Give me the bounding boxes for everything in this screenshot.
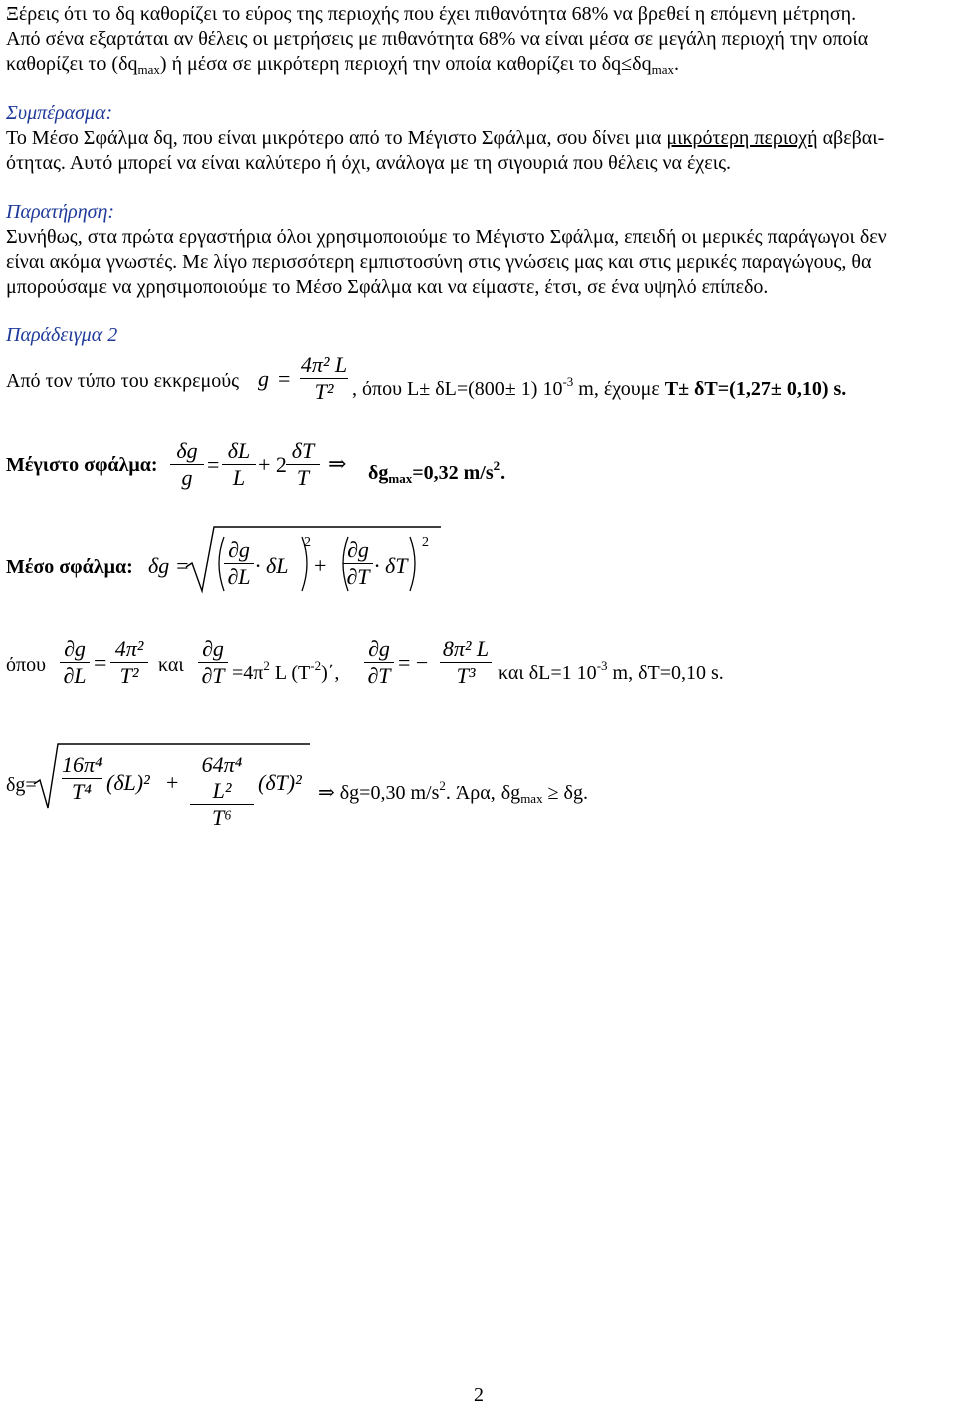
partial-equals-1: = — [94, 650, 107, 675]
max-error-fraction-dt-t: δT T — [286, 438, 320, 491]
example-heading: Παράδειγμα 2 — [6, 324, 118, 346]
mean-error-partial-g-t: ∂g ∂T — [343, 537, 373, 590]
final-term-2-factor: (δT)² — [258, 770, 302, 795]
mean-error-partial-g-l: ∂g ∂L — [224, 537, 254, 590]
partial-derivative-expression: $=4\pi^2$ L $(T^{-2})΄$, — [232, 658, 340, 684]
max-error-label: Μέγιστο σφάλμα: — [6, 454, 158, 476]
observation-line-3: μπορούσαμε να χρησιμοποιούμε το Μέσο Σφάλμα και να είμαστε, έτσι, σε ένα υψηλό επίπεδο. — [6, 276, 769, 298]
partials-and-1: και — [158, 654, 184, 676]
final-term-2-fraction: 64π⁴ L² T⁶ — [190, 752, 254, 831]
partial-g-t: ∂g ∂T — [198, 636, 228, 689]
mean-error-exp-1: 2 — [304, 535, 311, 550]
conclusion-text-line-1: Το Μέσο Σφάλμα δq, που είναι μικρότερο από το Μέγιστο Σφάλμα, σου δίνει μια μικρότερη περιοχή αβεβαι- — [6, 127, 885, 149]
example-lead: Από τον τύπο του εκκρεμούς — [6, 370, 240, 392]
example-eq: = — [278, 366, 291, 391]
partials-where: όπου — [6, 654, 46, 676]
final-lhs: δg= — [6, 774, 37, 796]
partial-g-l: ∂g ∂L — [60, 636, 90, 689]
partial-g-l-value: 4π² T² — [110, 636, 148, 689]
partial-equals-2: = − — [398, 650, 429, 675]
page-number: 2 — [474, 1384, 484, 1406]
mean-error-lhs: δg = — [148, 553, 190, 578]
example-given-values: , όπου L± δL=(800± 1) $10^{-3}$ m, έχουμε T± δT=(1,27± 0,10) s. — [352, 374, 847, 400]
intro-line-3: καθορίζει το $(\delta q_{max})$ ή μέσα σε μικρότερη περιοχή την οποία καθορίζει το $\delta q\le\delta q_{max}$. — [6, 53, 679, 77]
final-plus: + — [166, 770, 179, 795]
max-error-result: $\delta g_{max}=0,32$ $m/s^2$. — [368, 458, 506, 486]
implies-arrow: ⇒ — [328, 451, 347, 476]
conclusion-heading: Συμπέρασμα: — [6, 102, 113, 124]
pendulum-formula: 4π² L T² — [300, 352, 348, 404]
conclusion-text-line-2: ότητας. Αυτό μπορεί να είναι καλύτερο ή όχι, ανάλογα με τη σιγουριά που θέλεις να έχεις. — [6, 152, 731, 174]
final-term-1-factor: (δL)² — [106, 770, 150, 795]
intro-line-1: Ξέρεις ότι το δq καθορίζει το εύρος της περιοχής που έχει πιθανότητα 68% να βρεθεί η επόμενη μέτρηση. — [6, 3, 857, 25]
mean-error-dt-term: · δT — [374, 553, 408, 578]
partial-g-t-2: ∂g ∂T — [364, 636, 394, 689]
max-error-fraction-dg-g: δg g — [170, 438, 204, 491]
max-error-equals: = — [207, 452, 220, 477]
final-term-1-fraction: 16π⁴ T⁴ — [62, 752, 103, 804]
observation-line-1: Συνήθως, στα πρώτα εργαστήρια όλοι χρησιμοποιούμε το Μέγιστο Σφάλμα, επειδή οι μερικές παράγωγοι δεν — [6, 226, 887, 248]
mean-error-dl-term: · δL — [255, 553, 289, 578]
observation-line-2: είναι ακόμα γνωστές. Με λίγο περισσότερη εμπιστοσύνη στις γνώσεις μας και στις μερικές παραγώγους, θα — [6, 251, 872, 273]
example-g: g — [258, 366, 269, 391]
mean-error-plus: + — [314, 553, 327, 578]
partial-g-t-value: 8π² L T³ — [440, 636, 492, 689]
intro-line-2: Από σένα εξαρτάται αν θέλεις οι μετρήσεις με πιθανότητα 68% να είναι μέσα σε μεγάλη περιοχή την οποία — [6, 28, 869, 50]
observation-heading: Παρατήρηση: — [6, 201, 115, 223]
mean-error-exp-2: 2 — [422, 535, 429, 550]
mean-error-label: Μέσο σφάλμα: — [6, 556, 133, 578]
final-result: ⇒ δg=0,30 $m/s^2$. Άρα, $\delta g_{max} \ge \delta g$. — [318, 778, 588, 806]
max-error-plus: + 2 — [258, 452, 287, 477]
partials-given: και δL=1 $10^{-3}$ m, δT=0,10 s. — [498, 658, 724, 684]
max-error-fraction-dl-l: δL L — [222, 438, 256, 491]
